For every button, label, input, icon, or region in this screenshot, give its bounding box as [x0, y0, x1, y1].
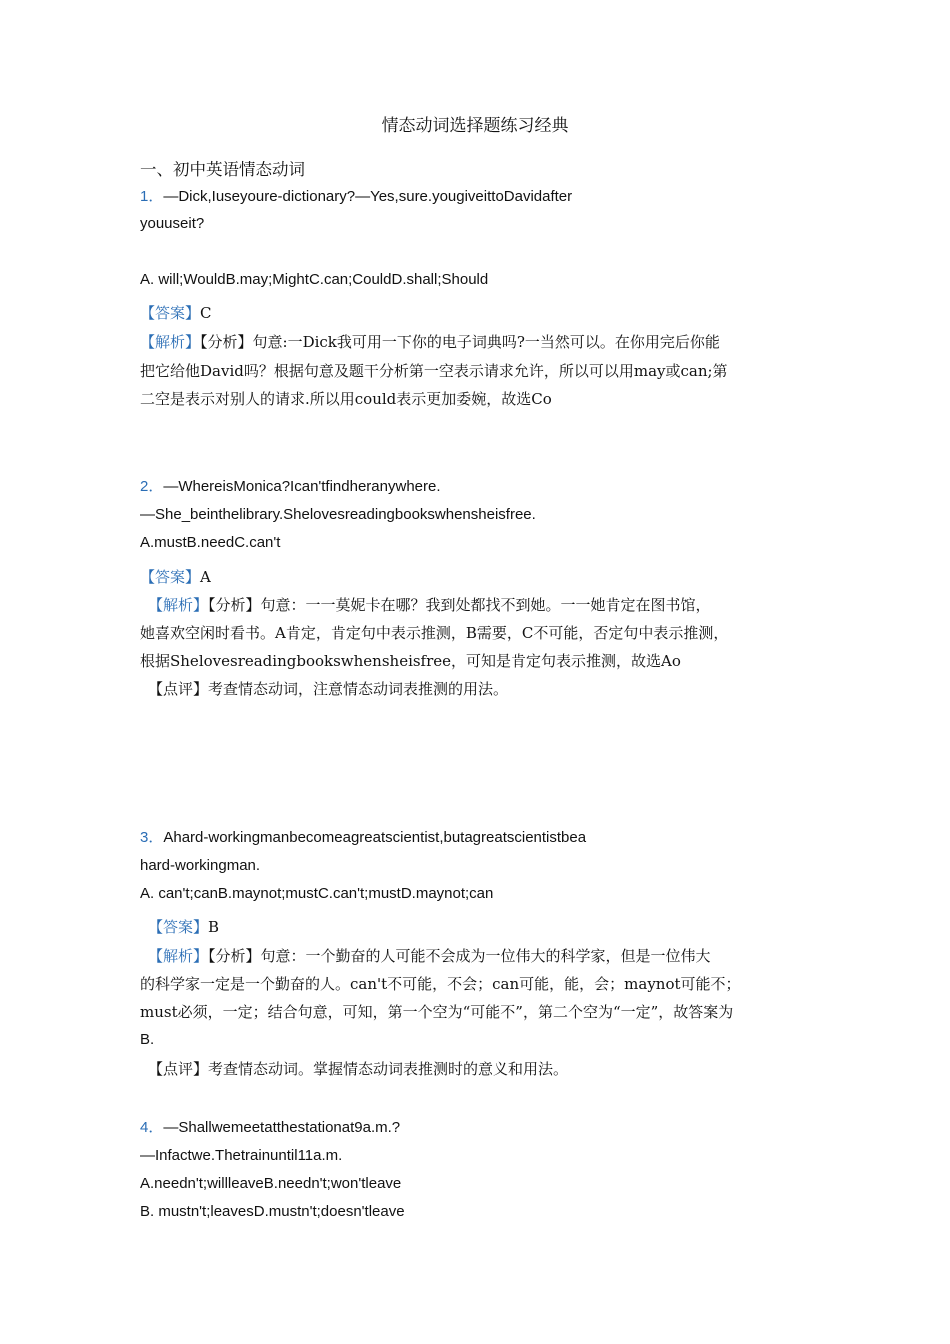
question-2-analysis-line-3: 根据Shelovesreadingbookswhensheisfree，可知是肯定句表示推测，故选Ao	[140, 652, 681, 670]
question-2-answer: 【答案】A	[140, 568, 211, 586]
question-1-analysis-line-3: 二空是表示对别人的请求.所以用could表示更加委婉，故选Co	[140, 390, 552, 408]
question-4-options-line-2: B. mustn't;leavesD.mustn't;doesn'tleave	[140, 1203, 405, 1220]
question-3-analysis-line-1: 【解析】【分析】句意：一个勤奋的人可能不会成为一位伟大的科学家，但是一位伟大	[148, 947, 711, 965]
question-3-stem-line-1: 3．Ahard-workingmanbecomeagreatscientist,butagreatscientistbea	[140, 829, 587, 846]
analysis-label: 【解析】	[140, 333, 201, 351]
question-2-analysis-line-1: 【解析】【分析】句意：一一莫妮卡在哪？我到处都找不到她。一一她肯定在图书馆，	[148, 596, 711, 614]
question-1-stem-line-2: youuseit?	[140, 215, 205, 232]
question-1-analysis-line-2: 把它给他David吗？根据句意及题干分析第一空表示请求允许，所以可以用may或can;第	[140, 362, 728, 380]
question-3-analysis-line-3: must必须，一定；结合句意，可知，第一个空为“可能不”，第二个空为“一定”，故答案为	[140, 1003, 734, 1021]
question-1-analysis-line-1: 【解析】【分析】句意:一Dick我可用一下你的电子词典吗?一当然可以。在你用完后你能	[140, 333, 720, 351]
section-heading: 一、初中英语情态动词	[140, 160, 305, 179]
question-3-stem-line-2: hard-workingman.	[140, 857, 261, 874]
question-1-answer: 【答案】C	[140, 304, 212, 322]
question-3-comment: 【点评】考查情态动词。掌握情态动词表推测时的意义和用法。	[148, 1060, 569, 1078]
question-3-answer: 【答案】B	[148, 918, 220, 936]
page-title: 情态动词选择题练习经典	[381, 116, 569, 136]
question-1-stem-line-1: 1．—Dick,Iuseyoure-dictionary?—Yes,sure.yougiveittoDavidafter	[140, 188, 573, 205]
question-2-analysis-line-2: 她喜欢空闲时看书。A肯定，肯定句中表示推测，B需要，C不可能，否定句中表示推测，	[140, 624, 729, 642]
answer-label: 【答案】	[148, 918, 209, 936]
question-3-analysis-line-2: 的科学家一定是一个勤奋的人。can't不可能，不会；can可能，能，会；maynot可能不；	[140, 975, 741, 993]
question-4-number: 4．	[140, 1119, 164, 1136]
answer-label: 【答案】	[140, 568, 201, 586]
analysis-label: 【解析】	[148, 947, 209, 965]
answer-label: 【答案】	[140, 304, 201, 322]
question-2-number: 2．	[140, 478, 164, 495]
question-1-number: 1．	[140, 188, 164, 205]
question-3-analysis-line-4: B.	[140, 1031, 155, 1048]
question-2-comment: 【点评】考查情态动词，注意情态动词表推测的用法。	[148, 680, 509, 698]
question-3-options: A. can't;canB.maynot;mustC.can't;mustD.maynot;can	[140, 885, 494, 902]
question-4-options-line-1: A.needn't;willleaveB.needn't;won'tleave	[140, 1175, 402, 1192]
question-2-stem-line-1: 2．—WhereisMonica?Ican'tfindheranywhere.	[140, 478, 441, 495]
question-3-number: 3．	[140, 829, 164, 846]
question-4-stem-line-2: —Infactwe.Thetrainuntil11a.m.	[140, 1147, 343, 1164]
question-2-options: A.mustB.needC.can't	[140, 534, 281, 551]
question-4-stem-line-1: 4．—Shallwemeetatthestationat9a.m.?	[140, 1119, 401, 1136]
question-1-options: A. will;WouldB.may;MightC.can;CouldD.shall;Should	[140, 271, 489, 288]
question-2-stem-line-2: —She_beinthelibrary.Shelovesreadingbookswhensheisfree.	[140, 506, 536, 523]
analysis-label: 【解析】	[148, 596, 209, 614]
